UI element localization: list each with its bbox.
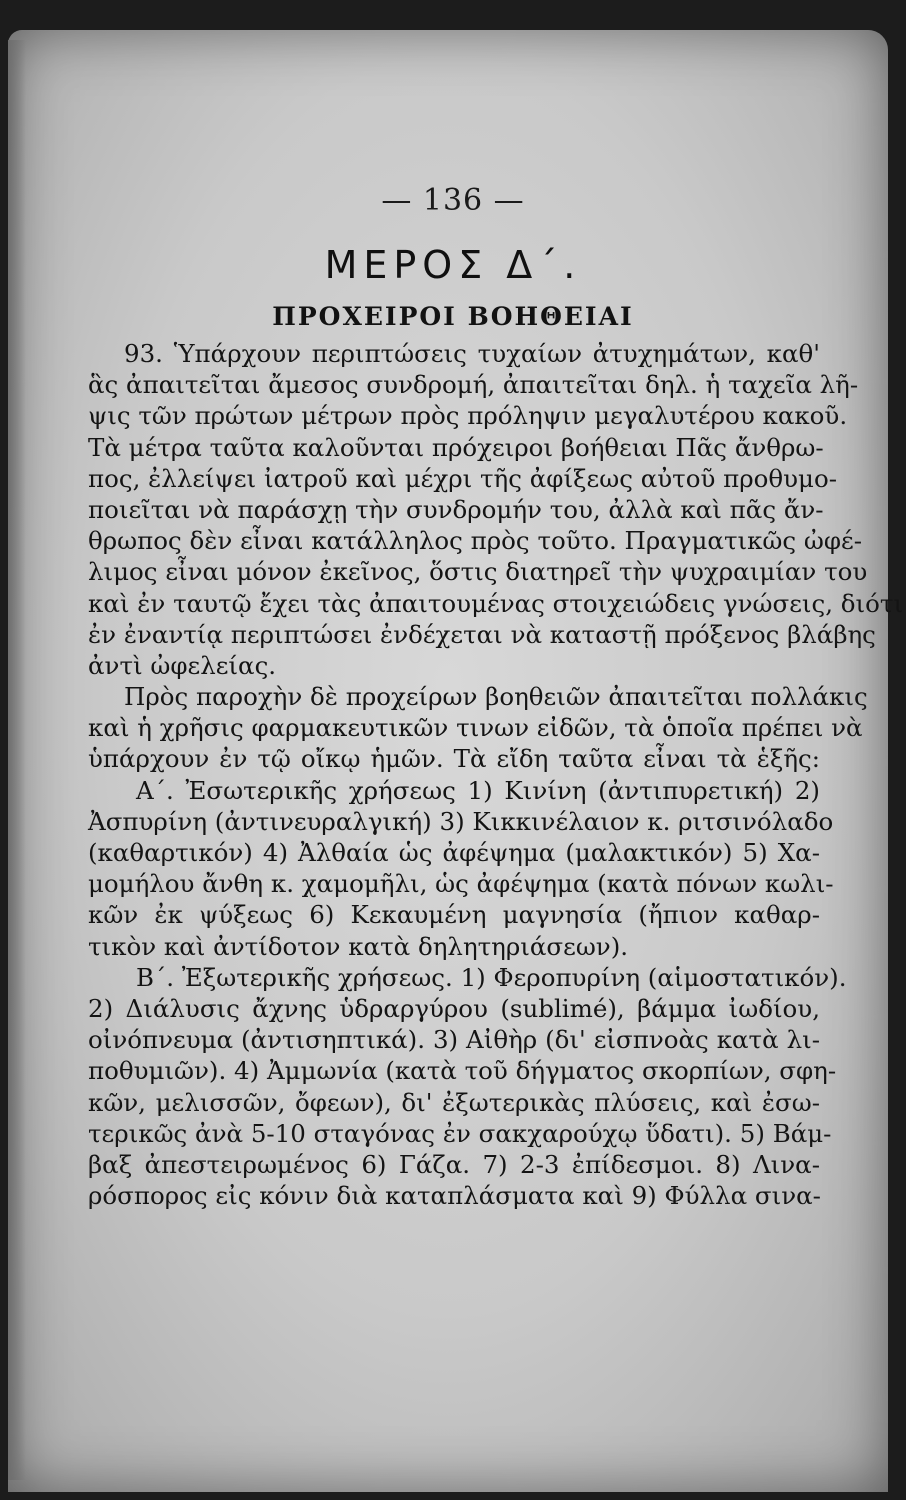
page-number: — 136 — — [381, 183, 525, 218]
text-line: λιμος εἶναι μόνον ἐκεῖνος, ὅστις διατηρεῖ τὴν ψυχραιμίαν του — [88, 557, 868, 587]
text-line: βαξ ἀπεστειρωμένος 6) Γάζα. 7) 2-3 ἐπίδεσμοι. 8) Λινα- — [88, 1149, 820, 1179]
text-line: οἰνόπνευμα (ἀντισηπτικά). 3) Αἰθὴρ (δι' εἰσπνοὰς κατὰ λι- — [88, 1025, 820, 1055]
text-line: (καθαρτικόν) 4) Ἀλθαία ὡς ἀφέψημα (μαλακτικόν) 5) Χα- — [88, 838, 820, 867]
text-line: ἐν ἐναντίᾳ περιπτώσει ἐνδέχεται νὰ καταστῇ πρόξενος βλάβης — [88, 619, 876, 649]
text-line: ποιεῖται νὰ παράσχῃ τὴν συνδρομήν του, ἀλλὰ καὶ πᾶς ἄν- — [88, 494, 824, 524]
text-line: μομήλου ἄνθη κ. χαμομῆλι, ὡς ἀφέψημα (κατὰ πόνων κωλι- — [88, 869, 834, 899]
text-line: 2) Διάλυσις ἄχνης ὑδραργύρου (sublimé), βάμμα ἰωδίου, — [88, 993, 820, 1023]
text-line: 93. Ὑπάρχουν περιπτώσεις τυχαίων ἀτυχημάτων, καθ' — [124, 339, 820, 368]
text-line: ἀντὶ ὠφελείας. — [88, 650, 277, 680]
text-line: πος, ἐλλείψει ἰατροῦ καὶ μέχρι τῆς ἀφίξεως αὐτοῦ προθυμο- — [88, 463, 837, 493]
text-line: καὶ ἡ χρῆσις φαρμακευτικῶν τινων εἰδῶν, τὰ ὁποῖα πρέπει νὰ — [88, 713, 863, 743]
text-line: ποθυμιῶν). 4) Ἀμμωνία (κατὰ τοῦ δήγματος σκορπίων, σφη- — [88, 1056, 837, 1086]
section-subheading: ΠΡΟΧΕΙΡΟΙ ΒΟΗΘΕΙΑΙ — [272, 302, 634, 331]
text-line: καὶ ἐν ταυτῷ ἔχει τὰς ἀπαιτουμένας στοιχειώδεις γνώσεις, διότι — [88, 588, 904, 618]
text-line: τερικῶς ἀνὰ 5-10 σταγόνας ἐν σακχαρούχῳ ὕδατι). 5) Βάμ- — [88, 1118, 832, 1148]
text-line: ὑπάρχουν ἐν τῷ οἴκῳ ἡμῶν. Τὰ εἴδη ταῦτα εἶναι τὰ ἑξῆς: — [88, 744, 820, 774]
text-line: κῶν ἐκ ψύξεως 6) Κεκαυμένη μαγνησία (ἤπιον καθαρ- — [88, 900, 820, 930]
text-line: Τὰ μέτρα ταῦτα καλοῦνται πρόχειροι βοήθειαι Πᾶς ἄνθρω- — [88, 432, 824, 462]
text-line: Ἀσπυρίνη (ἀντινευραλγική) 3) Κικκινέλαιον κ. ριτσινόλαδο — [88, 806, 834, 836]
text-line: τικὸν καὶ ἀντίδοτον κατὰ δηλητηριάσεων). — [88, 931, 629, 961]
text-line: κῶν, μελισσῶν, ὄφεων), δι' ἐξωτερικὰς πλύσεις, καὶ ἐσω- — [88, 1087, 820, 1117]
text-line: Α΄. Ἐσωτερικῆς χρήσεως 1) Κινίνη (ἀντιπυρετική) 2) — [136, 775, 820, 805]
section-title: ΜΕΡΟΣ Δ΄. — [324, 243, 582, 287]
text-line: ψις τῶν πρώτων μέτρων πρὸς πρόληψιν μεγαλυτέρου κακοῦ. — [88, 401, 848, 431]
text-line: Β΄. Ἐξωτερικῆς χρήσεως. 1) Φεροπυρίνη (αἱμοστατικόν). — [136, 962, 847, 992]
body-text — [88, 338, 904, 1211]
text-line: ρόσπορος εἰς κόνιν διὰ καταπλάσματα καὶ 9) Φύλλα σινα- — [88, 1181, 821, 1211]
text-line: θρωπος δὲν εἶναι κατάλληλος πρὸς τοῦτο. Πραγματικῶς ὠφέ- — [88, 526, 863, 556]
text-line: Πρὸς παροχὴν δὲ προχείρων βοηθειῶν ἀπαιτεῖται πολλάκις — [124, 682, 868, 712]
text-line: ἃς ἀπαιτεῖται ἄμεσος συνδρομή, ἀπαιτεῖται δηλ. ἡ ταχεῖα λῆ- — [88, 370, 859, 400]
